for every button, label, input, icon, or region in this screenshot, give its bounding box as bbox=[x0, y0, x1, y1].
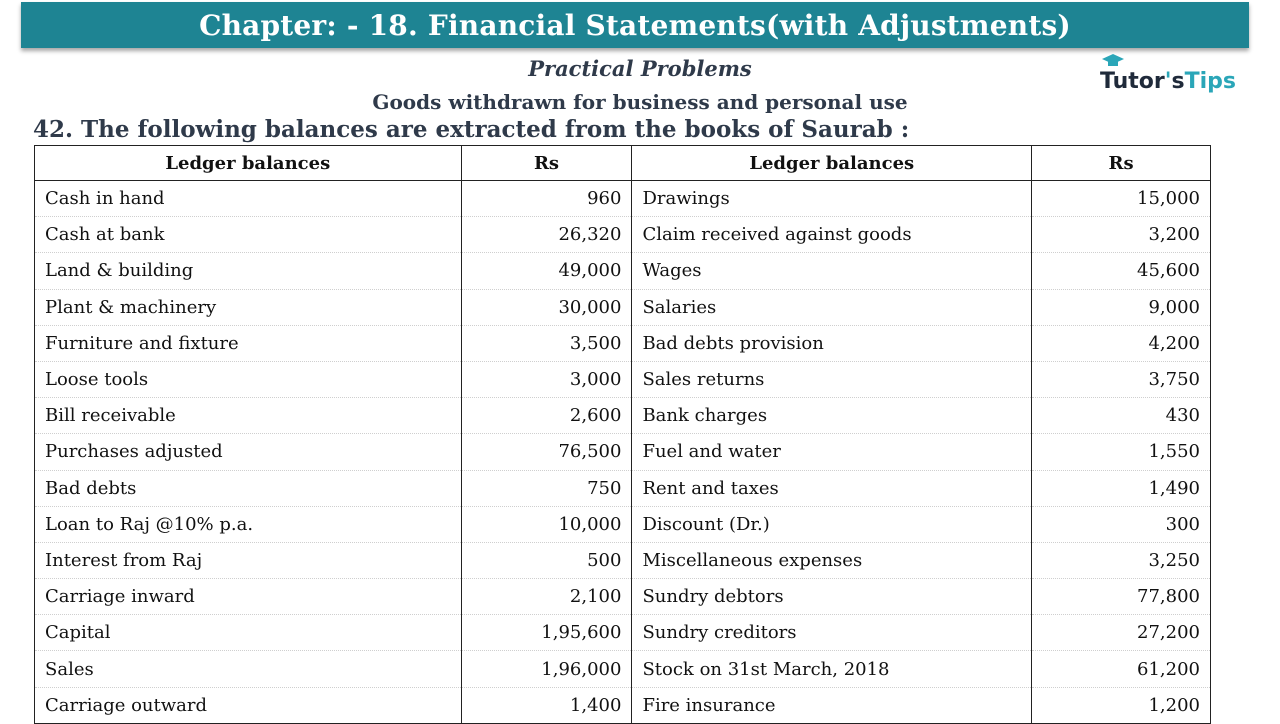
ledger-name: Cash at bank bbox=[35, 217, 462, 253]
ledger-name: Bill receivable bbox=[35, 398, 462, 434]
graduation-cap-icon bbox=[1102, 54, 1124, 68]
ledger-name: Stock on 31st March, 2018 bbox=[632, 651, 1032, 687]
ledger-amount: 15,000 bbox=[1032, 181, 1211, 217]
ledger-name: Sales returns bbox=[632, 361, 1032, 397]
table-row bbox=[35, 579, 1211, 615]
ledger-name: Purchases adjusted bbox=[35, 434, 462, 470]
tutors-tips-logo bbox=[1100, 54, 1250, 94]
ledger-amount: 500 bbox=[461, 542, 632, 578]
chapter-title: Chapter: - 18. Financial Statements(with Adjustments) bbox=[199, 8, 1071, 42]
ledger-amount: 300 bbox=[1032, 506, 1211, 542]
table-row bbox=[35, 361, 1211, 397]
ledger-name: Claim received against goods bbox=[632, 217, 1032, 253]
section-subtitle: Practical Problems bbox=[528, 56, 752, 81]
ledger-amount: 1,490 bbox=[1032, 470, 1211, 506]
ledger-amount: 2,100 bbox=[461, 579, 632, 615]
ledger-name: Carriage inward bbox=[35, 579, 462, 615]
table-row bbox=[35, 687, 1211, 723]
ledger-name: Furniture and fixture bbox=[35, 325, 462, 361]
ledger-name: Interest from Raj bbox=[35, 542, 462, 578]
ledger-amount: 26,320 bbox=[461, 217, 632, 253]
ledger-name: Plant & machinery bbox=[35, 289, 462, 325]
ledger-name: Sales bbox=[35, 651, 462, 687]
ledger-amount: 45,600 bbox=[1032, 253, 1211, 289]
ledger-name: Fuel and water bbox=[632, 434, 1032, 470]
table-row bbox=[35, 289, 1211, 325]
ledger-amount: 3,200 bbox=[1032, 217, 1211, 253]
column-header: Ledger balances bbox=[35, 146, 462, 181]
ledger-amount: 49,000 bbox=[461, 253, 632, 289]
ledger-amount: 1,200 bbox=[1032, 687, 1211, 723]
ledger-name: Bad debts provision bbox=[632, 325, 1032, 361]
ledger-name: Bad debts bbox=[35, 470, 462, 506]
ledger-name: Rent and taxes bbox=[632, 470, 1032, 506]
ledger-amount: 1,400 bbox=[461, 687, 632, 723]
ledger-amount: 61,200 bbox=[1032, 651, 1211, 687]
table-row bbox=[35, 434, 1211, 470]
ledger-amount: 1,96,000 bbox=[461, 651, 632, 687]
table-row bbox=[35, 470, 1211, 506]
ledger-name: Carriage outward bbox=[35, 687, 462, 723]
chapter-banner bbox=[21, 2, 1249, 48]
table-row bbox=[35, 181, 1211, 217]
ledger-amount: 27,200 bbox=[1032, 615, 1211, 651]
column-header: Ledger balances bbox=[632, 146, 1032, 181]
ledger-name: Sundry debtors bbox=[632, 579, 1032, 615]
table-row bbox=[35, 217, 1211, 253]
ledger-amount: 1,550 bbox=[1032, 434, 1211, 470]
ledger-amount: 3,750 bbox=[1032, 361, 1211, 397]
ledger-name: Bank charges bbox=[632, 398, 1032, 434]
ledger-amount: 2,600 bbox=[461, 398, 632, 434]
ledger-amount: 76,500 bbox=[461, 434, 632, 470]
ledger-name: Land & building bbox=[35, 253, 462, 289]
ledger-amount: 3,000 bbox=[461, 361, 632, 397]
table-row bbox=[35, 253, 1211, 289]
table-header-row bbox=[35, 146, 1211, 181]
ledger-amount: 750 bbox=[461, 470, 632, 506]
ledger-amount: 77,800 bbox=[1032, 579, 1211, 615]
ledger-amount: 9,000 bbox=[1032, 289, 1211, 325]
question-text: 42. The following balances are extracted from the books of Saurab : bbox=[33, 116, 910, 143]
table-row bbox=[35, 651, 1211, 687]
ledger-amount: 430 bbox=[1032, 398, 1211, 434]
ledger-name: Miscellaneous expenses bbox=[632, 542, 1032, 578]
ledger-name: Sundry creditors bbox=[632, 615, 1032, 651]
ledger-amount: 3,250 bbox=[1032, 542, 1211, 578]
ledger-amount: 960 bbox=[461, 181, 632, 217]
table-row bbox=[35, 506, 1211, 542]
ledger-name: Wages bbox=[632, 253, 1032, 289]
topic-heading: Goods withdrawn for business and personal use bbox=[372, 90, 908, 114]
table-row bbox=[35, 615, 1211, 651]
ledger-name: Loose tools bbox=[35, 361, 462, 397]
ledger-name: Loan to Raj @10% p.a. bbox=[35, 506, 462, 542]
column-header: Rs bbox=[1032, 146, 1211, 181]
ledger-name: Capital bbox=[35, 615, 462, 651]
table-row bbox=[35, 398, 1211, 434]
table-row bbox=[35, 325, 1211, 361]
column-header: Rs bbox=[461, 146, 632, 181]
ledger-name: Discount (Dr.) bbox=[632, 506, 1032, 542]
ledger-name: Salaries bbox=[632, 289, 1032, 325]
ledger-amount: 10,000 bbox=[461, 506, 632, 542]
ledger-amount: 3,500 bbox=[461, 325, 632, 361]
logo-wordmark: Tutor'sTips bbox=[1100, 69, 1236, 94]
ledger-name: Cash in hand bbox=[35, 181, 462, 217]
ledger-amount: 1,95,600 bbox=[461, 615, 632, 651]
ledger-amount: 30,000 bbox=[461, 289, 632, 325]
table-row bbox=[35, 542, 1211, 578]
ledger-name: Fire insurance bbox=[632, 687, 1032, 723]
ledger-amount: 4,200 bbox=[1032, 325, 1211, 361]
ledger-name: Drawings bbox=[632, 181, 1032, 217]
ledger-balances-table bbox=[34, 145, 1211, 724]
